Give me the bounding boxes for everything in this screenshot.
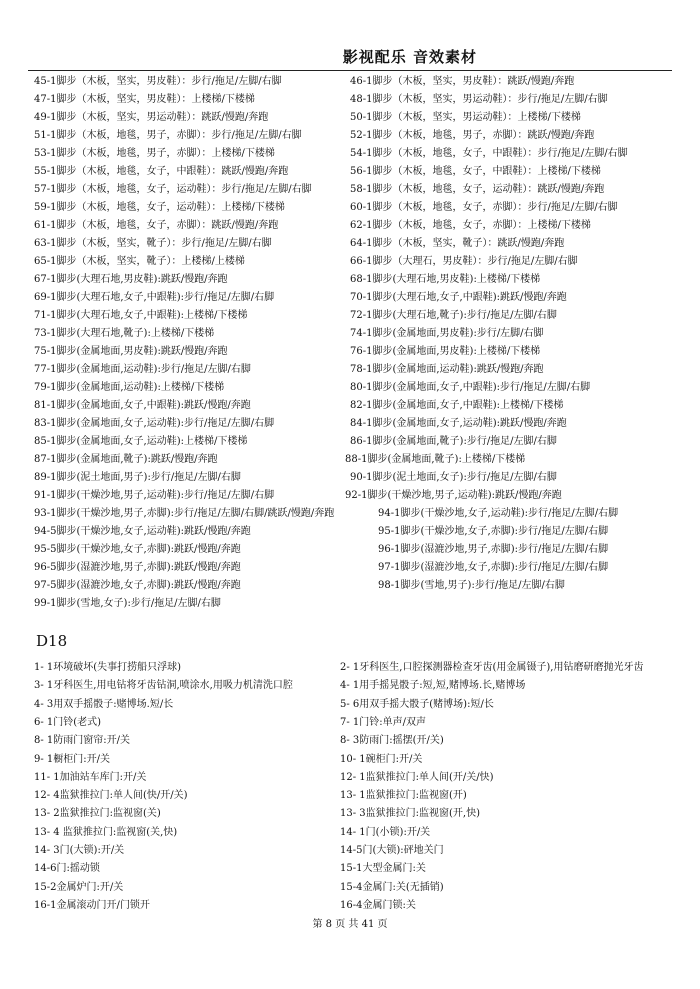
list-row bbox=[0, 523, 700, 541]
list-row bbox=[0, 505, 700, 523]
left-entry: 9- 1橱柜门:开/关 bbox=[34, 753, 111, 765]
left-entry: 11- 1加油站车库门:开/关 bbox=[34, 771, 147, 783]
right-entry: 50-1脚步（木板，坚实，男运动鞋）：上楼梯/下楼梯 bbox=[350, 112, 581, 123]
list-row bbox=[0, 163, 700, 181]
list-row bbox=[0, 433, 700, 451]
list-row bbox=[0, 751, 700, 769]
right-entry: 76-1脚步(金属地面,男皮鞋):上楼梯/下楼梯 bbox=[350, 346, 541, 357]
list-row bbox=[0, 595, 700, 613]
list-row bbox=[0, 343, 700, 361]
list-row bbox=[0, 842, 700, 860]
right-entry: 16-4金属门锁:关 bbox=[340, 899, 416, 911]
left-entry: 91-1脚步(干燥沙地,男子,运动鞋):步行/拖足/左脚/右脚 bbox=[34, 490, 275, 501]
left-entry: 69-1脚步(大理石地,女子,中跟鞋):步行/拖足/左脚/右脚 bbox=[34, 292, 275, 303]
right-entry: 80-1脚步(金属地面,女子,中跟鞋):步行/拖足/左脚/右脚 bbox=[350, 382, 591, 393]
right-entry: 64-1脚步（木板，坚实，靴子）：跳跃/慢跑/奔跑 bbox=[350, 238, 565, 249]
left-entry: 51-1脚步（木板，地毯，男子，赤脚）：步行/拖足/左脚/右脚 bbox=[34, 130, 302, 141]
list-row bbox=[0, 577, 700, 595]
left-entry: 83-1脚步(金属地面,女子,运动鞋):步行/拖足/左脚/右脚 bbox=[34, 418, 275, 429]
right-entry: 8- 3防雨门:摇摆(开/关) bbox=[340, 735, 444, 747]
right-entry: 90-1脚步(泥土地面,女子):步行/拖足/左脚/右脚 bbox=[350, 472, 557, 483]
left-entry: 4- 3用双手摇骰子:赌博场.短/长 bbox=[34, 698, 174, 710]
list-row bbox=[0, 677, 700, 695]
right-entry: 52-1脚步（木板，地毯，男子，赤脚）：跳跃/慢跑/奔跑 bbox=[350, 130, 595, 141]
right-entry: 58-1脚步（木板，地毯，女子，运动鞋）：跳跃/慢跑/奔跑 bbox=[350, 184, 605, 195]
left-entry: 14- 3门(大锁):开/关 bbox=[34, 845, 125, 856]
right-entry: 56-1脚步（木板，地毯，女子，中跟鞋）：上楼梯/下楼梯 bbox=[350, 166, 601, 177]
right-entry: 95-1脚步(干燥沙地,女子,赤脚):步行/拖足/左脚/右脚 bbox=[378, 526, 609, 537]
right-entry: 97-1脚步(湿漉沙地,女子,赤脚):步行/拖足/左脚/右脚 bbox=[378, 562, 609, 573]
left-entry: 63-1脚步（木板，坚实，靴子）：步行/拖足/左脚/右脚 bbox=[34, 238, 272, 249]
right-entry: 94-1脚步(干燥沙地,女子,运动鞋):步行/拖足/左脚/右脚 bbox=[378, 508, 619, 519]
list-row bbox=[0, 199, 700, 217]
right-entry: 96-1脚步(湿漉沙地,男子,赤脚):步行/拖足/左脚/右脚 bbox=[378, 544, 609, 555]
left-entry: 59-1脚步（木板，地毯，女子，运动鞋）：上楼梯/下楼梯 bbox=[34, 202, 285, 213]
left-entry: 85-1脚步(金属地面,女子,运动鞋):上楼梯/下楼梯 bbox=[34, 436, 248, 447]
left-entry: 3- 1牙科医生,用电钻将牙齿钻洞,喷涂水,用吸力机清洗口腔 bbox=[34, 680, 293, 692]
left-entry: 6- 1门铃(老式) bbox=[34, 716, 102, 728]
right-entry: 88-1脚步(金属地面,靴子):上楼梯/下楼梯 bbox=[345, 454, 526, 465]
left-entry: 97-5脚步(湿漉沙地,女子,赤脚):跳跃/慢跑/奔跑 bbox=[34, 580, 241, 591]
right-entry: 14- 1门(小锁):开/关 bbox=[340, 826, 431, 838]
left-entry: 73-1脚步(大理石地,靴子):上楼梯/下楼梯 bbox=[34, 328, 215, 339]
right-entry: 70-1脚步(大理石地,女子,中跟鞋):跳跃/慢跑/奔跑 bbox=[350, 292, 567, 303]
right-entry: 15-4金属门:关(无插销) bbox=[340, 881, 444, 893]
right-entry: 62-1脚步（木板，地毯，女子，赤脚）：上楼梯/下楼梯 bbox=[350, 220, 591, 231]
left-entry: 75-1脚步(金属地面,男皮鞋):跳跃/慢跑/奔跑 bbox=[34, 346, 228, 357]
list-row bbox=[0, 469, 700, 487]
list-row bbox=[0, 824, 700, 842]
list-row bbox=[0, 91, 700, 109]
left-entry: 1- 1环境破坏(失事打捞船只浮球) bbox=[34, 662, 182, 673]
page-footer: 第 8 页 共 41 页 bbox=[312, 919, 388, 930]
list-row bbox=[0, 127, 700, 145]
list-row bbox=[0, 271, 700, 289]
list-row bbox=[0, 307, 700, 325]
left-entry: 71-1脚步(大理石地,女子,中跟鞋):上楼梯/下楼梯 bbox=[34, 310, 248, 321]
left-entry: 94-5脚步(干燥沙地,女子,运动鞋):跳跃/慢跑/奔跑 bbox=[34, 526, 251, 537]
right-entry: 7- 1门铃:单声/双声 bbox=[340, 716, 427, 728]
list-row bbox=[0, 732, 700, 750]
left-entry: 77-1脚步(金属地面,运动鞋):步行/拖足/左脚/右脚 bbox=[34, 364, 251, 375]
right-entry: 2- 1牙科医生,口腔探测器检查牙齿(用金属镊子),用钻磨研磨抛光牙齿 bbox=[340, 662, 644, 673]
left-entry: 55-1脚步（木板，地毯，女子，中跟鞋）：跳跃/慢跑/奔跑 bbox=[34, 166, 289, 177]
section-title-d18: D18 bbox=[36, 632, 68, 650]
list-row bbox=[0, 73, 700, 91]
list-row bbox=[0, 325, 700, 343]
right-entry: 14-5门(大锁):砰地关门 bbox=[340, 845, 444, 856]
list-row bbox=[0, 397, 700, 415]
right-entry: 13- 3监狱推拉门:监视窗(开,快) bbox=[340, 808, 480, 820]
left-entry: 95-5脚步(干燥沙地,女子,赤脚):跳跃/慢跑/奔跑 bbox=[34, 544, 241, 555]
left-entry: 67-1脚步(大理石地,男皮鞋):跳跃/慢跑/奔跑 bbox=[34, 274, 228, 285]
list-row bbox=[0, 451, 700, 469]
left-entry: 89-1脚步(泥土地面,男子):步行/拖足/左脚/右脚 bbox=[34, 472, 241, 483]
left-entry: 16-1金属滚动门开/门锁开 bbox=[34, 899, 150, 911]
page-header bbox=[28, 44, 672, 71]
right-entry: 13- 1监狱推拉门:监视窗(开) bbox=[340, 790, 467, 802]
right-entry: 92-1脚步(干燥沙地,男子,运动鞋):跳跃/慢跑/奔跑 bbox=[345, 490, 562, 501]
right-entry: 60-1脚步（木板，地毯，女子，赤脚）：步行/拖足/左脚/右脚 bbox=[350, 202, 618, 213]
right-entry: 48-1脚步（木板，坚实，男运动鞋）：步行/拖足/左脚/右脚 bbox=[350, 94, 608, 105]
right-entry: 66-1脚步（大理石，男皮鞋）：步行/拖足/左脚/右脚 bbox=[350, 256, 578, 267]
list-row bbox=[0, 289, 700, 307]
right-entry: 98-1脚步(雪地,男子):步行/拖足/左脚/右脚 bbox=[378, 580, 565, 591]
left-entry: 81-1脚步(金属地面,女子,中跟鞋):跳跃/慢跑/奔跑 bbox=[34, 400, 251, 411]
right-entry: 72-1脚步(大理石地,靴子):步行/拖足/左脚/右脚 bbox=[350, 310, 557, 321]
list-row bbox=[0, 714, 700, 732]
left-entry: 14-6门:摇动锁 bbox=[34, 863, 100, 875]
list-row bbox=[0, 181, 700, 199]
left-entry: 53-1脚步（木板，地毯，男子，赤脚）：上楼梯/下楼梯 bbox=[34, 148, 275, 159]
right-entry: 10- 1碗柜门:开/关 bbox=[340, 753, 423, 765]
list-row bbox=[0, 879, 700, 897]
left-entry: 49-1脚步（木板，坚实，男运动鞋）：跳跃/慢跑/奔跑 bbox=[34, 112, 269, 123]
right-entry: 82-1脚步(金属地面,女子,中跟鞋):上楼梯/下楼梯 bbox=[350, 400, 564, 411]
list-row bbox=[0, 769, 700, 787]
list-row bbox=[0, 541, 700, 559]
list-row bbox=[0, 559, 700, 577]
right-entry: 15-1大型金属门:关 bbox=[340, 863, 426, 875]
right-entry: 12- 1监狱推拉门:单人间(开/关/快) bbox=[340, 771, 494, 783]
left-entry: 93-1脚步(干燥沙地,男子,赤脚):步行/拖足/左脚/右脚/跳跃/慢跑/奔跑 bbox=[34, 508, 335, 519]
left-entry: 61-1脚步（木板，地毯，女子，赤脚）：跳跃/慢跑/奔跑 bbox=[34, 220, 279, 231]
right-entry: 86-1脚步(金属地面,靴子):步行/拖足/左脚/右脚 bbox=[350, 436, 557, 447]
list-row bbox=[0, 487, 700, 505]
right-entry: 78-1脚步(金属地面,运动鞋):跳跃/慢跑/奔跑 bbox=[350, 364, 544, 375]
left-entry: 96-5脚步(湿漉沙地,男子,赤脚):跳跃/慢跑/奔跑 bbox=[34, 562, 241, 573]
left-entry: 65-1脚步（木板，坚实，靴子）：上楼梯/上楼梯 bbox=[34, 256, 245, 267]
left-entry: 15-2金属炉门:开/关 bbox=[34, 881, 124, 893]
left-entry: 57-1脚步（木板，地毯，女子，运动鞋）：步行/拖足/左脚/右脚 bbox=[34, 184, 312, 195]
list-row bbox=[0, 805, 700, 823]
left-entry: 99-1脚步(雪地,女子):步行/拖足/左脚/右脚 bbox=[34, 598, 221, 609]
right-entry: 54-1脚步（木板，地毯，女子，中跟鞋）：步行/拖足/左脚/右脚 bbox=[350, 148, 628, 159]
list-row bbox=[0, 145, 700, 163]
list-row bbox=[0, 860, 700, 878]
list-row bbox=[0, 235, 700, 253]
right-entry: 74-1脚步(金属地面,男皮鞋):步行/左脚/右脚 bbox=[350, 328, 544, 339]
list-row bbox=[0, 109, 700, 127]
left-entry: 13- 4 监狱推拉门:监视窗(关,快) bbox=[34, 826, 178, 838]
right-entry: 84-1脚步(金属地面,女子,运动鞋):跳跃/慢跑/奔跑 bbox=[350, 418, 567, 429]
list-row bbox=[0, 659, 700, 677]
right-entry: 46-1脚步（木板，坚实，男皮鞋）：跳跃/慢跑/奔跑 bbox=[350, 76, 575, 87]
list-row bbox=[0, 379, 700, 397]
right-entry: 5- 6用双手摇大骰子(赌博场):短/长 bbox=[340, 698, 494, 710]
header-title: 影视配乐 音效素材 bbox=[342, 48, 477, 66]
left-entry: 87-1脚步(金属地面,靴子):跳跃/慢跑/奔跑 bbox=[34, 454, 218, 465]
list-row bbox=[0, 253, 700, 271]
list-row bbox=[0, 897, 700, 915]
list-row bbox=[0, 415, 700, 433]
list-row bbox=[0, 361, 700, 379]
right-entry: 4- 1用手摇晃骰子:短,短,赌博场.长,赌博场 bbox=[340, 680, 526, 692]
left-entry: 79-1脚步(金属地面,运动鞋):上楼梯/下楼梯 bbox=[34, 382, 225, 393]
left-entry: 47-1脚步（木板，坚实，男皮鞋）：上楼梯/下楼梯 bbox=[34, 94, 255, 105]
list-row bbox=[0, 696, 700, 714]
left-entry: 13- 2监狱推拉门:监视窗(关) bbox=[34, 808, 161, 820]
left-entry: 8- 1防雨门窗帘:开/关 bbox=[34, 735, 131, 747]
right-entry: 68-1脚步(大理石地,男皮鞋):上楼梯/下楼梯 bbox=[350, 274, 541, 285]
left-entry: 12- 4监狱推拉门:单人间(快/开/关) bbox=[34, 790, 188, 802]
list-row bbox=[0, 787, 700, 805]
left-entry: 45-1脚步（木板，坚实，男皮鞋）：步行/拖足/左脚/右脚 bbox=[34, 76, 282, 87]
list-row bbox=[0, 217, 700, 235]
